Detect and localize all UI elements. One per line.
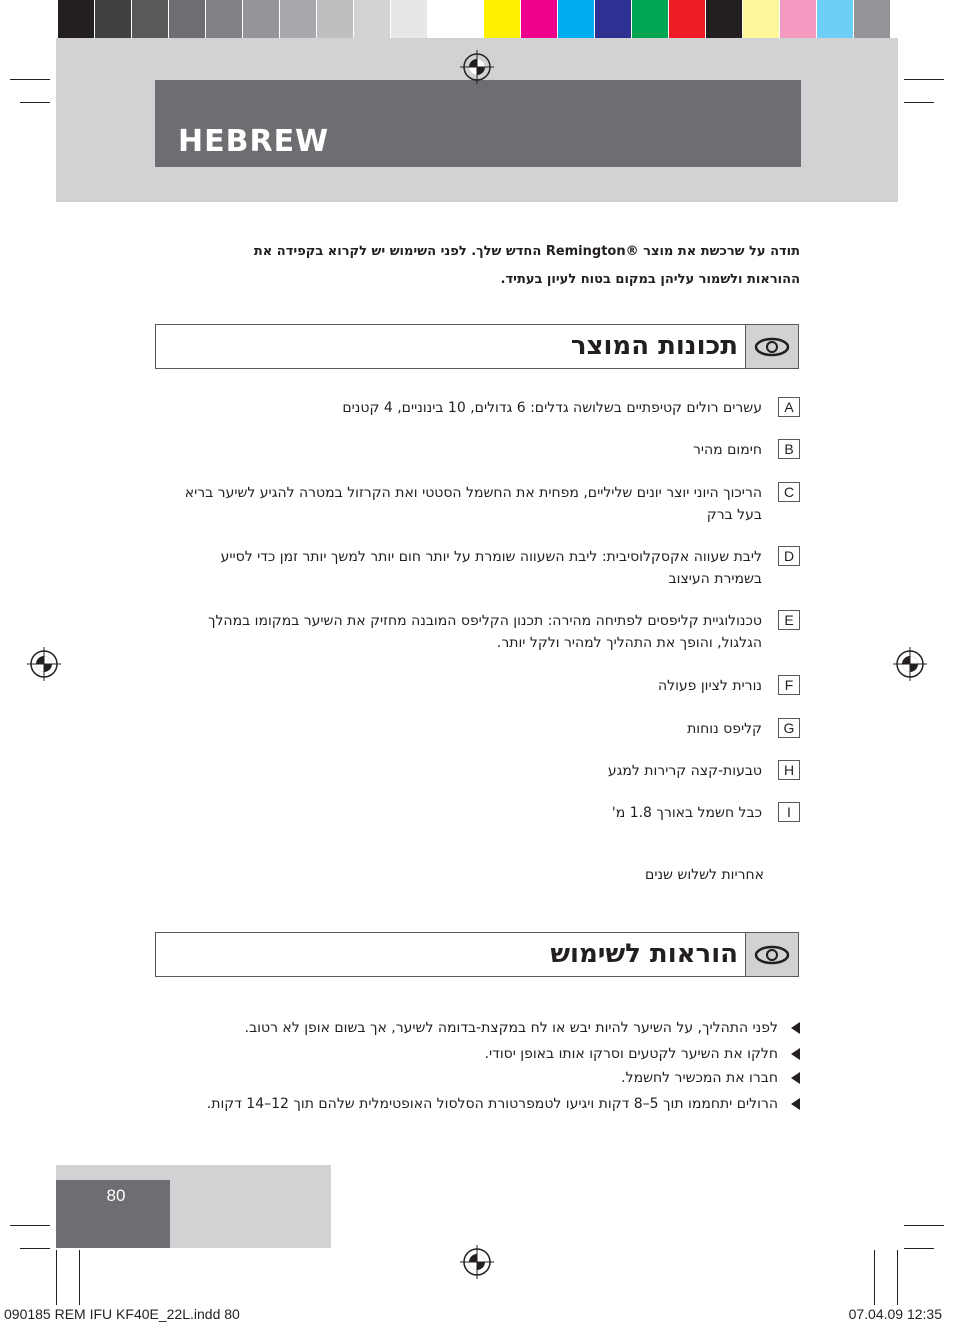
eye-icon-box bbox=[745, 933, 798, 976]
eye-icon bbox=[753, 944, 791, 966]
color-swatch bbox=[780, 0, 817, 38]
crop-mark bbox=[56, 1250, 57, 1305]
registration-mark-icon bbox=[27, 647, 61, 681]
feature-text: חימום מהיר bbox=[692, 442, 762, 458]
color-swatch bbox=[206, 0, 243, 38]
process-color-bar bbox=[484, 0, 891, 38]
feature-letter: E bbox=[778, 610, 800, 630]
color-swatch bbox=[58, 0, 95, 38]
color-swatch bbox=[669, 0, 706, 38]
color-swatch bbox=[95, 0, 132, 38]
bullet-triangle-icon bbox=[791, 1022, 800, 1034]
color-swatch bbox=[521, 0, 558, 38]
feature-letter: D bbox=[778, 546, 800, 566]
feature-text: נורית לציון פעולה bbox=[657, 678, 762, 694]
color-swatch bbox=[558, 0, 595, 38]
feature-text: טבעות-קצה קרירות למגע bbox=[607, 763, 762, 779]
registration-mark-icon bbox=[893, 647, 927, 681]
crop-mark bbox=[904, 1248, 934, 1249]
page-number: 80 bbox=[106, 1186, 126, 1205]
color-swatch bbox=[428, 0, 465, 38]
crop-mark bbox=[897, 1250, 898, 1305]
color-swatch bbox=[132, 0, 169, 38]
crop-mark bbox=[20, 102, 50, 103]
feature-letter: B bbox=[778, 439, 800, 459]
color-swatch bbox=[817, 0, 854, 38]
crop-mark bbox=[874, 1250, 875, 1305]
color-swatch bbox=[743, 0, 780, 38]
feature-text: עשרים רולים קטיפתיים בשלושה גדלים: 6 גדולים, 10 בינוניים, 4 קטנים bbox=[342, 400, 762, 416]
section-title: תכונות המוצר bbox=[570, 331, 738, 361]
bullet-triangle-icon bbox=[791, 1048, 800, 1060]
color-swatch bbox=[280, 0, 317, 38]
feature-text: כבל חשמל באורך 1.8 מ' bbox=[611, 805, 762, 821]
page-title: HEBREW bbox=[178, 124, 330, 159]
color-swatch bbox=[706, 0, 743, 38]
color-swatch bbox=[169, 0, 206, 38]
color-swatch bbox=[484, 0, 521, 38]
bullet-triangle-icon bbox=[791, 1098, 800, 1110]
color-swatch bbox=[854, 0, 891, 38]
crop-mark bbox=[904, 1225, 944, 1226]
intro-line: ההוראות ולשמור עליהן במקום בטוח לעיון בעתיד. bbox=[500, 272, 800, 287]
crop-mark bbox=[79, 1250, 80, 1305]
instruction-text: חלקו את השיער לקטעים וסרקו אותו באופן יסודי. bbox=[484, 1046, 778, 1062]
feature-letter: F bbox=[778, 675, 800, 695]
date-slug: 07.04.09 12:35 bbox=[848, 1306, 942, 1322]
instruction-text: לפני התהליך, על השיער להיות יבש או לח במקצת-בדומה לשיער, אך בשום אופן לא רטוב. bbox=[244, 1020, 778, 1036]
bullet-triangle-icon bbox=[791, 1072, 800, 1084]
eye-icon-box bbox=[745, 325, 798, 368]
color-swatch bbox=[595, 0, 632, 38]
instruction-text: חברו את המכשיר לחשמל. bbox=[621, 1070, 778, 1086]
intro-line: תודה על שרכשת את מוצר ®Remington החדש שלך. לפני השימוש יש לקרוא בקפידה את bbox=[253, 244, 800, 259]
crop-mark bbox=[904, 102, 934, 103]
crop-mark bbox=[10, 79, 50, 80]
feature-letter: G bbox=[778, 718, 800, 738]
feature-letter: I bbox=[778, 802, 800, 822]
crop-mark bbox=[10, 1225, 50, 1226]
registration-mark-icon bbox=[460, 50, 494, 84]
gray-color-bar bbox=[58, 0, 465, 38]
feature-letter: C bbox=[778, 482, 800, 502]
feature-letter: H bbox=[778, 760, 800, 780]
feature-text: הריכוך היוני יוצר יונים שליליים, מפחית את החשמל הסטטי ואת הקרזול במטרה להגיע לשיער בריא בעל ברק bbox=[184, 485, 762, 523]
color-swatch bbox=[391, 0, 428, 38]
color-swatch bbox=[632, 0, 669, 38]
warranty-text: אחריות לשלוש שנים bbox=[645, 867, 764, 883]
feature-text: ליבת שעווה אקסקלוסיבית: ליבת השעווה שומרת על יותר חום יותר למשך יותר זמן כדי לסייע בשמירת העיצוב bbox=[220, 549, 762, 587]
instruction-text: הרולים יתחממו תוך 5–8 דקות ויגיעו לטמפרטורת הסלסול האופטימלית שלהם תוך 12–14 דקות. bbox=[206, 1096, 778, 1112]
feature-text: קליפס נוחות bbox=[687, 721, 762, 737]
file-slug: 090185 REM IFU KF40E_22L.indd 80 bbox=[4, 1306, 240, 1322]
crop-mark bbox=[904, 79, 944, 80]
intro-paragraph bbox=[160, 238, 800, 294]
registration-mark-icon bbox=[460, 1245, 494, 1279]
feature-text: טכנולוגיית קליפסים לפתיחה מהירה: תכנון הקליפס המובנה מחזיק את השיער במקומו במהלך הגלגול, והופך את התהליך למהיר ולקל יותר. bbox=[207, 613, 762, 651]
section-title: הוראות לשימוש bbox=[550, 939, 738, 969]
eye-icon bbox=[753, 336, 791, 358]
instructions-section-header bbox=[155, 932, 799, 977]
crop-mark bbox=[20, 1248, 50, 1249]
color-swatch bbox=[243, 0, 280, 38]
color-swatch bbox=[354, 0, 391, 38]
feature-letter: A bbox=[778, 397, 800, 417]
features-section-header bbox=[155, 324, 799, 369]
color-swatch bbox=[317, 0, 354, 38]
